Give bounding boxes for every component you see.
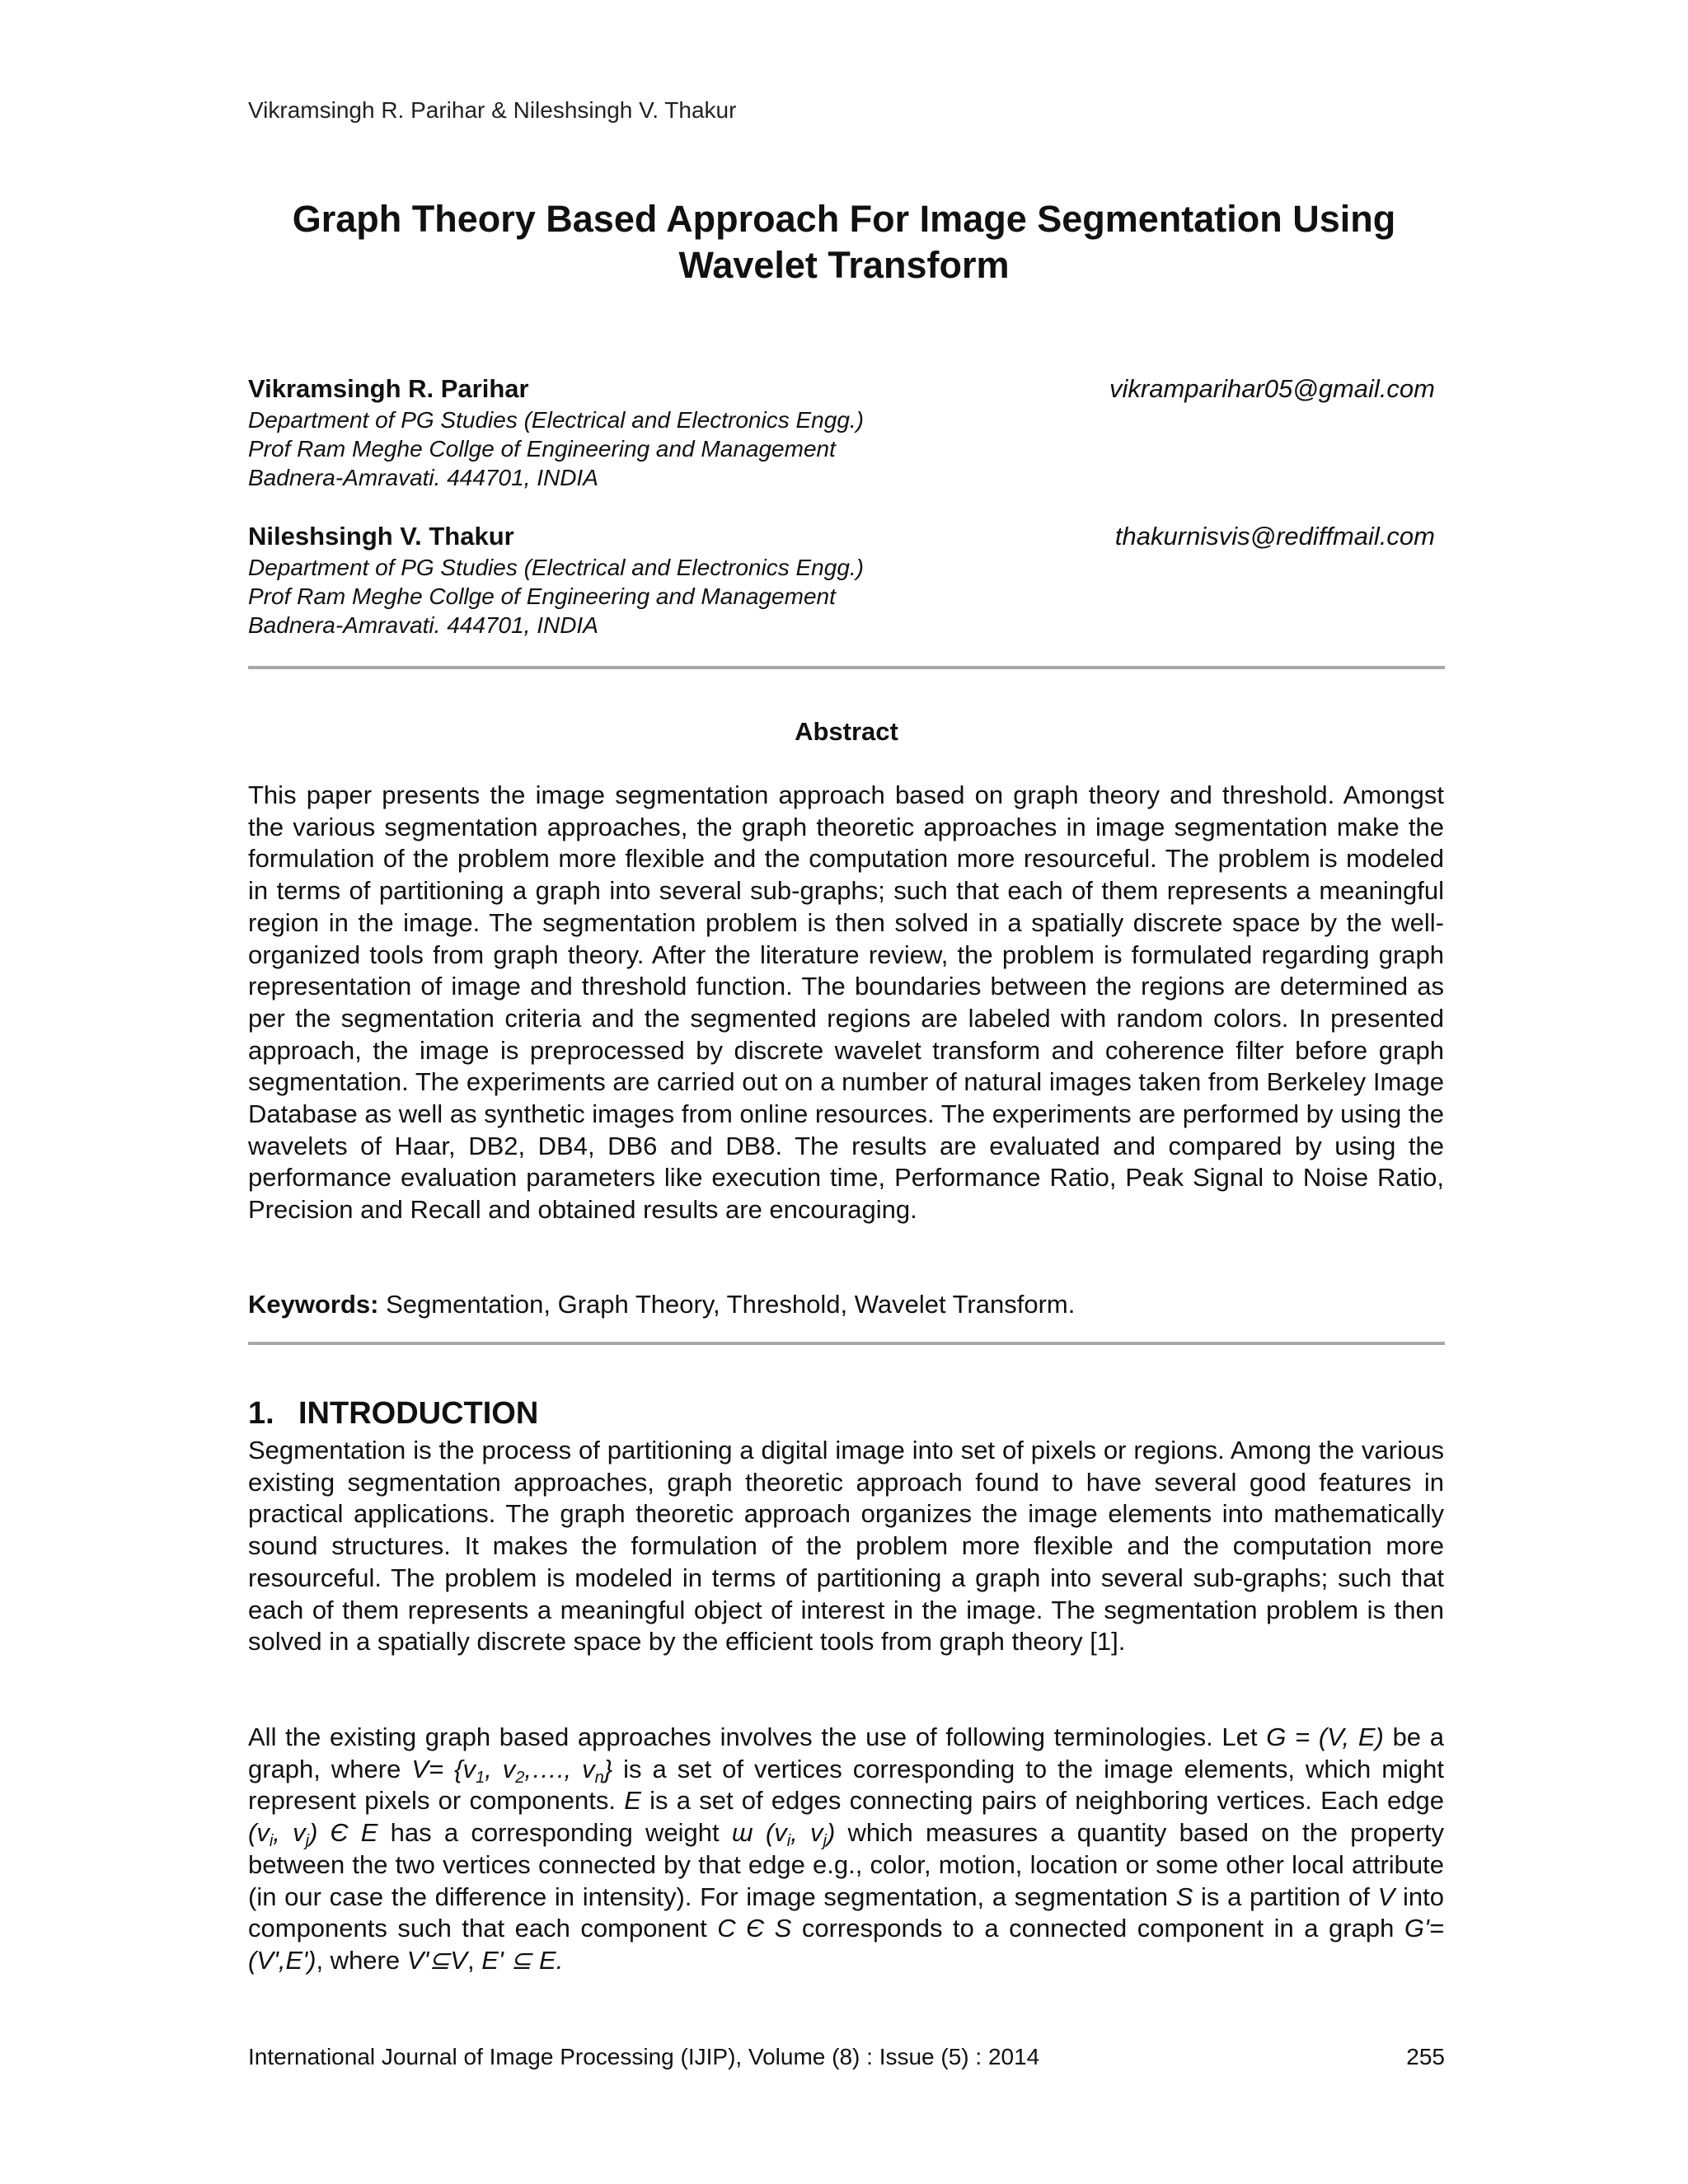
- page-footer: [248, 2044, 1445, 2070]
- author-affiliation-line: Prof Ram Meghe Collge of Engineering and Management: [248, 583, 836, 609]
- author-affiliation-line: Department of PG Studies (Electrical and Electronics Engg.): [248, 407, 865, 433]
- author-affiliation-line: Badnera-Amravati. 444701, INDIA: [248, 612, 598, 638]
- running-head: Vikramsingh R. Parihar & Nileshsingh V. Thakur: [248, 97, 737, 123]
- horizontal-rule-top: [248, 666, 1445, 669]
- title-line-2: Wavelet Transform: [678, 244, 1010, 286]
- author-affiliation-line: Prof Ram Meghe Collge of Engineering and Management: [248, 436, 836, 462]
- intro-paragraph-2: All the existing graph based approaches involves the use of following terminologies. Let G = (V, E) be a graph, where $V= \{v_1$, $v_2,\dots$., $v_n$} is a set of vertices corresponding to the image elements, which might represent pixels or components. E is a set of edges connecting pairs of neighboring vertices. Each edge ($v_i$, $v_j$) Є E has a corresponding weight ɯ ($v_i$, $v_j$) which measures a quantity based on the property between the two vertices connected by that edge e.g., color, motion, location or some other local attribute (in our case the difference in intensity). For image segmentation, a segmentation S is a partition of V into components such that each component C Є S corresponds to a connected component in a graph G'=(V',E'), where V'⊆V, E' ⊆ E.: [248, 1722, 1445, 1975]
- footer-journal: International Journal of Image Processing (IJIP), Volume (8) : Issue (5) : 2014: [248, 2044, 1040, 2069]
- author-affiliation-line: Department of PG Studies (Electrical and Electronics Engg.): [248, 555, 865, 580]
- section-number: 1.: [248, 1396, 274, 1431]
- keywords-line: [248, 1290, 1075, 1319]
- author-block-1: [248, 373, 1435, 492]
- author-affiliation-line: Badnera-Amravati. 444701, INDIA: [248, 465, 598, 490]
- title-line-1: Graph Theory Based Approach For Image Segmentation Using: [292, 198, 1396, 240]
- intro-paragraph-1: Segmentation is the process of partitioning a digital image into set of pixels or regions. Among the various existing segmentation approaches, graph theoretic approach found to have several good features in practical applications. The graph theoretic approach organizes the image elements into mathematically sound structures. It makes the formulation of the problem more flexible and the computation more resourceful. The problem is modeled in terms of partitioning a graph into several sub-graphs; such that each of them represents a meaningful object of interest in the image. The segmentation problem is then solved in a spatially discrete space by the efficient tools from graph theory [1].: [248, 1436, 1444, 1657]
- paper-title: [198, 196, 1490, 288]
- author-email[interactable]: vikramparihar05@gmail.com: [1109, 374, 1435, 403]
- section-title: INTRODUCTION: [298, 1396, 539, 1431]
- keywords-text: Segmentation, Graph Theory, Threshold, Wavelet Transform.: [378, 1290, 1076, 1319]
- author-name: Vikramsingh R. Parihar: [248, 374, 529, 403]
- author-email[interactable]: thakurnisvis@rediffmail.com: [1114, 522, 1435, 551]
- abstract-heading: Abstract: [795, 717, 898, 746]
- section-heading-introduction: [248, 1396, 538, 1432]
- keywords-label: Keywords:: [248, 1290, 379, 1319]
- abstract-text: This paper presents the image segmentation approach based on graph theory and threshold. Amongst the various segmentation approaches, the graph theoretic approaches in image segmentation make the formulation of the problem more flexible and the computation more resourceful. The problem is modeled in terms of partitioning a graph into several sub-graphs; such that each of them represents a meaningful region in the image. The segmentation problem is then solved in a spatially discrete space by the well-organized tools from graph theory. After the literature review, the problem is formulated regarding graph representation of image and threshold function. The boundaries between the regions are determined as per the segmentation criteria and the segmented regions are labeled with random colors. In presented approach, the image is preprocessed by discrete wavelet transform and coherence filter before graph segmentation. The experiments are carried out on a number of natural images taken from Berkeley Image Database as well as synthetic images from online resources. The experiments are performed by using the wavelets of Haar, DB2, DB4, DB6 and DB8. The results are evaluated and compared by using the performance evaluation parameters like execution time, Performance Ratio, Peak Signal to Noise Ratio, Precision and Recall and obtained results are encouraging.: [248, 780, 1444, 1225]
- footer-page-number: 255: [1406, 2044, 1445, 2069]
- author-name: Nileshsingh V. Thakur: [248, 522, 514, 551]
- author-block-2: [248, 520, 1435, 640]
- horizontal-rule-bottom: [248, 1342, 1445, 1345]
